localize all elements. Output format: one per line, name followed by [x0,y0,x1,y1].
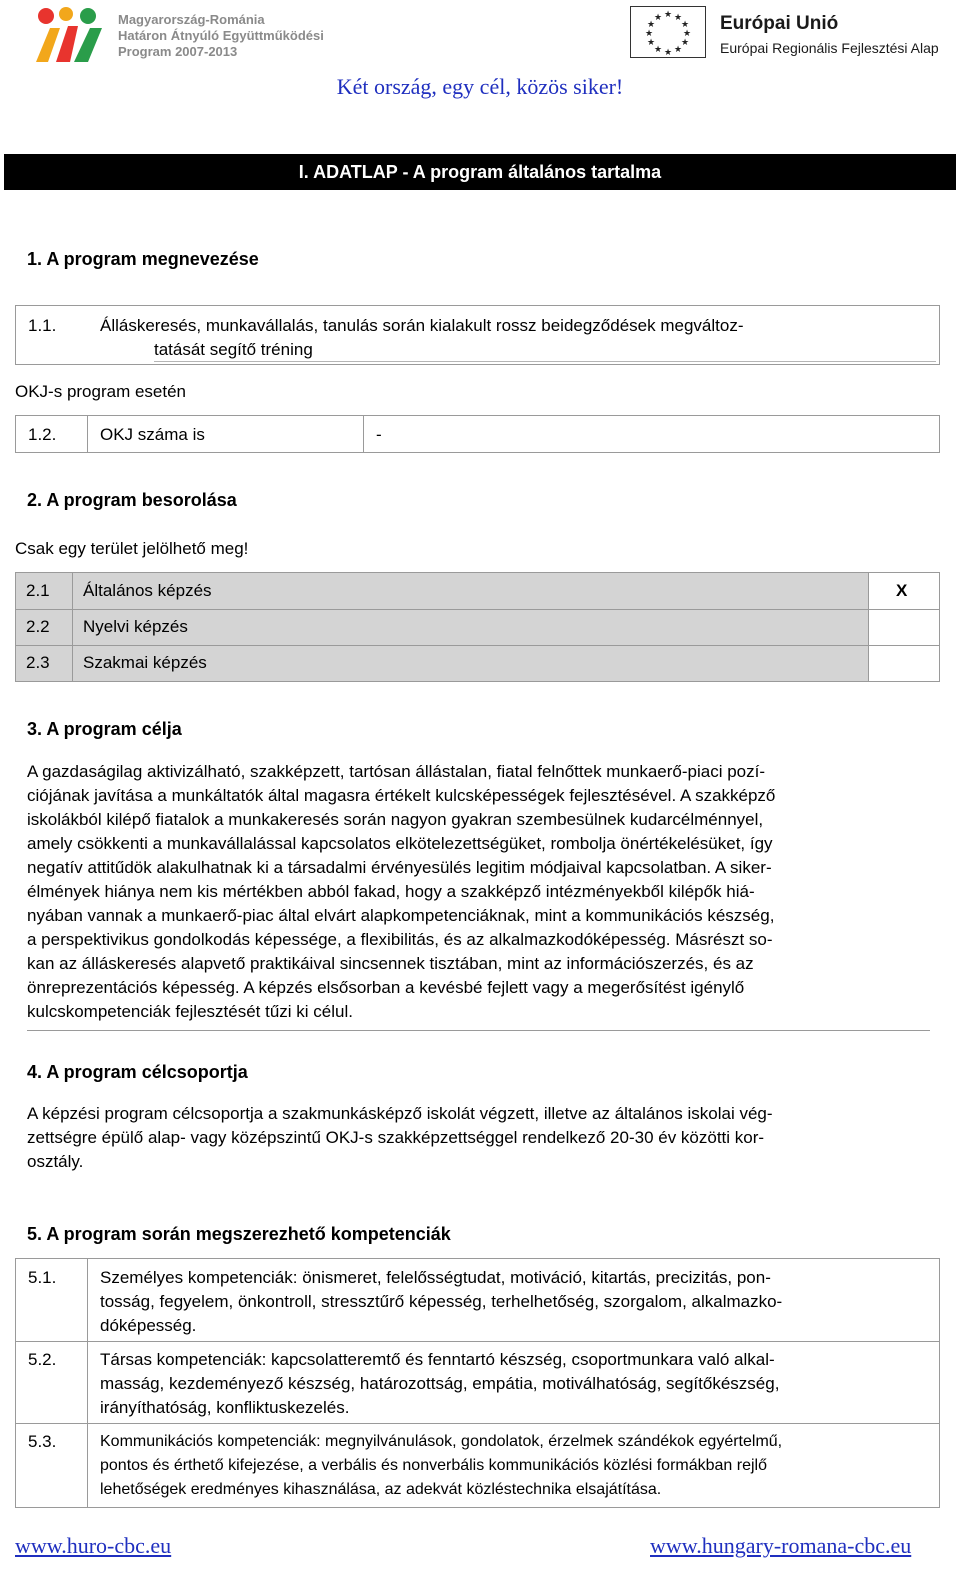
eu-subtitle: Európai Regionális Fejlesztési Alap [720,40,939,56]
section3-line: önreprezentációs képesség. A képzés elsősorban a kevésbé fejlett vagy a megerősítést igénylő [27,978,745,997]
class-row-mark: X [896,581,908,600]
footer-link-huro[interactable]: www.huro-cbc.eu [15,1533,172,1558]
svg-text:★: ★ [663,48,673,57]
section3-title: 3. A program célja [27,719,182,739]
slogan: Két ország, egy cél, közös siker! [336,74,624,99]
section4-body [27,1102,930,1174]
section4-title: 4. A program célcsoportja [27,1062,248,1082]
eu-flag-icon [630,6,706,58]
svg-text:★: ★ [646,20,656,30]
svg-text:★: ★ [653,45,663,55]
svg-text:★: ★ [653,13,663,23]
section3-line: A gazdaságilag aktivizálható, szakképzett, tartósan állástalan, fiatal felnőttek munkaerő-piaci pozí- [27,762,766,781]
okj-label: OKJ-s program esetén [15,382,187,401]
svg-text:★: ★ [680,38,690,48]
section3-line: kan az álláskeresés alapvető praktikáival sincsennek tisztában, mint az információszerzés, és az [27,954,754,973]
class-row-label: Általános képzés [83,581,212,600]
section5-title: 5. A program során megszerezhető kompetenciák [27,1224,451,1244]
svg-text:★: ★ [680,20,690,30]
program-logo [30,6,350,64]
competency-num: 5.2. [28,1350,57,1369]
competency-num: 5.1. [28,1268,57,1287]
competency-text: Társas kompetenciák: kapcsolatteremtő és fenntartó készség, csoportmunkara való alkal- masság, kezdeményező készség, határozottság, empátia, motiválhatóság, segítőkészség, irányíthatóság, konfliktuskezelés. [100,1350,780,1417]
svg-text:★: ★ [663,10,673,20]
logo-line-1: Magyarország-Románia [118,12,265,27]
competency-text: Személyes kompetenciák: önismeret, felelősségtudat, motiváció, kitartás, precizitás, pon- tosság, fegyelem, önkontroll, stressztűrő képesség, terhelhetőség, szorgalom, alkalmazko- dóképesség. [100,1268,783,1335]
item-1-2-value: - [376,425,382,444]
class-row-label: Szakmai képzés [83,653,207,672]
section2-note: Csak egy terület jelölhető meg! [15,539,249,558]
section3-line: a perspektivikus gondolkodás képessége, a flexibilitás, és az alkalmazkodóképesség. Másrészt so- [27,930,773,949]
section1-title: 1. A program megnevezése [27,249,259,269]
program-logo-icon [30,6,114,64]
section3-line: kulcskompetenciák fejlesztését tűzi ki célul. [27,1002,353,1021]
svg-text:★: ★ [673,45,683,55]
logo-line-3: Program 2007-2013 [118,44,238,59]
svg-text:★: ★ [646,38,656,48]
logo-line-2: Határon Átnyúló Együttműködési [118,28,324,43]
eu-logo [630,6,950,60]
item-1-2-label: OKJ száma is [100,425,205,444]
datalap-title: I. ADATLAP - A program általános tartalma [4,154,956,190]
competency-num: 5.3. [28,1432,57,1451]
section4-line: osztály. [27,1152,84,1171]
class-row-num: 2.1 [26,581,50,600]
svg-text:★: ★ [682,29,692,39]
section4-line: zettségre épülő alap- vagy középszintű OKJ-s szakképzettséggel rendelkező 20-30 év közötti kor- [27,1128,765,1147]
svg-text:★: ★ [673,13,683,23]
class-row-num: 2.2 [26,617,50,636]
footer-link-hungary-romania[interactable]: www.hungary-romana-cbc.eu [650,1533,912,1558]
competency-text: Kommunikációs kompetenciák: megnyilvánulások, gondolatok, érzelmek szándékok egyértelmű, pontos és érthető kifejezése, a verbális és nonverbális kommunikációs közlési formákban rejlő lehetőségek eredményes kihasználása, az adekvát közléstechnika elsajátítása. [100,1433,783,1498]
eu-title: Európai Unió [720,13,839,34]
item-1-1-text-line1: Álláskeresés, munkavállalás, tanulás során kialakult rossz beidegződések megváltoz- [100,316,744,335]
competencies-table [15,1258,940,1508]
section3-line: élmények hiánya nem kis mértékben abból fakad, hogy a szakképző intézményekből kilépők hiá- [27,882,755,901]
section2-title: 2. A program besorolása [27,490,237,510]
section3-line: ciójának javítása a munkáltatók által magasra értékelt kulcsképességek fejlesztésével. A szakképző [27,786,776,805]
classification-table [15,572,940,682]
class-row-label: Nyelvi képzés [83,617,188,636]
item-1-1-row [15,305,940,365]
section3-line: amely csökkenti a munkavállalással kapcsolatos elkötelezettségüket, rombolja önértékelésüket, így [27,834,773,853]
section3-line: negatív attitűdök alakulhatnak ki a társadalmi érvényesülés legitim módjaival kapcsolatban. A siker- [27,858,772,877]
section3-line: nyában vannak a munkaerő-piac által elvárt alapkompetenciáknak, mint a kommunikációs készség, [27,906,775,925]
section3-body [27,760,930,1031]
section4-line: A képzési program célcsoportja a szakmunkásképző iskolát végzett, illetve az általános iskolai vég- [27,1104,773,1123]
item-1-1-text-line2: tatását segítő tréning [154,338,936,362]
section3-line: iskolákból kilépő fiatalok a munkakeresés során nagyon gyakran szembesülnek kudarcélménnyel, [27,810,764,829]
item-1-2-row [15,415,940,453]
item-1-1-num: 1.1. [28,316,57,335]
svg-text:★: ★ [644,29,654,39]
item-1-2-num: 1.2. [28,425,57,444]
class-row-num: 2.3 [26,653,50,672]
